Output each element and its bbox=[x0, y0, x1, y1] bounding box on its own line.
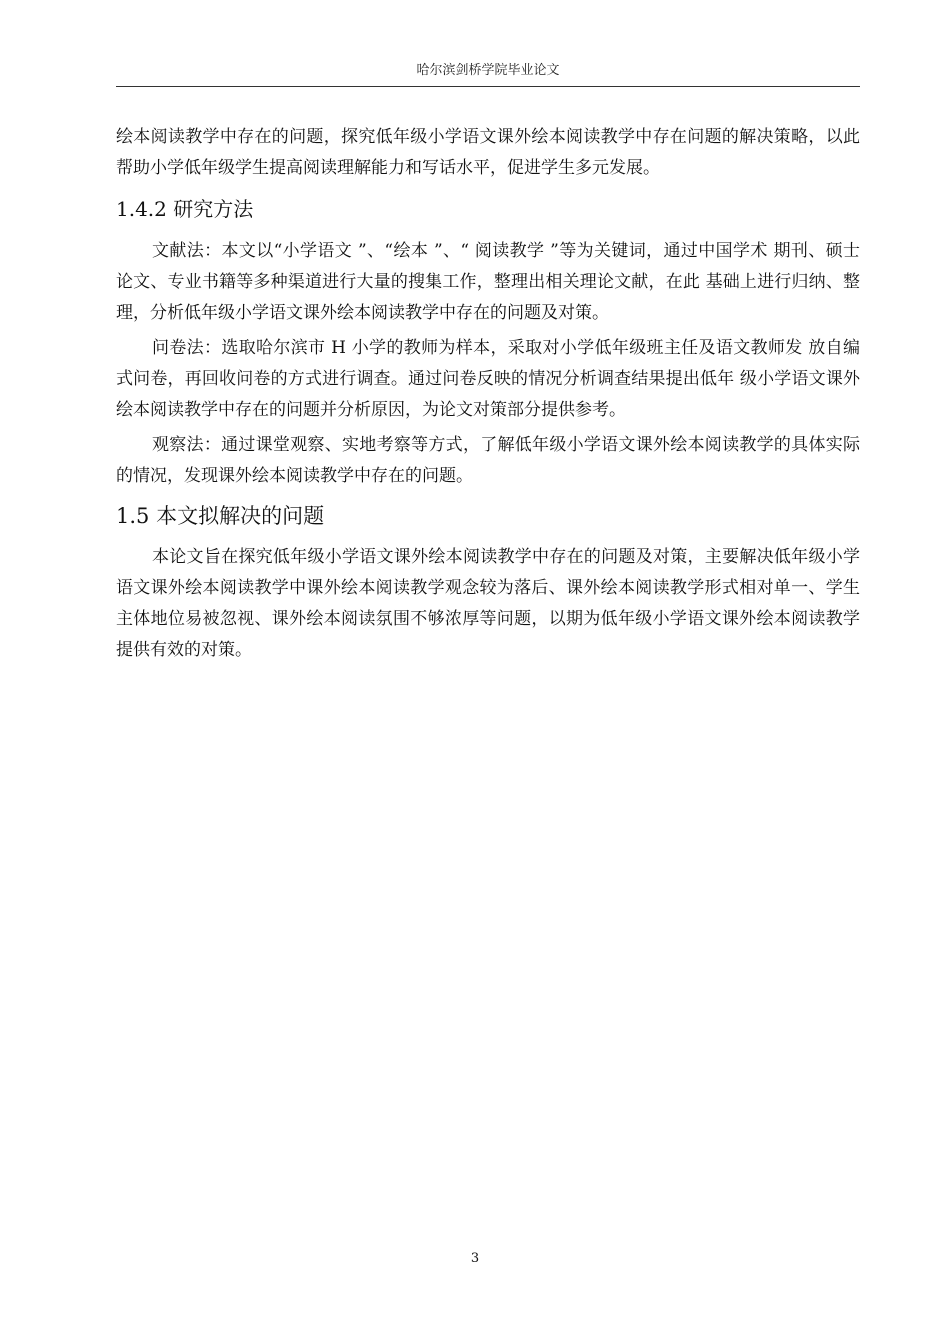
running-header: 哈尔滨剑桥学院毕业论文 bbox=[416, 63, 560, 78]
header-rule bbox=[116, 86, 860, 87]
paragraph-literature-method: 文献法：本文以“小学语文 ”、“绘本 ”、“ 阅读教学 ”等为关键词，通过中国学术 期刊、硕士论文、专业书籍等多种渠道进行大量的搜集工作，整理出相关理论文献，在此 基础上进行归纳、整理，分析低年级小学语文课外绘本阅读教学中存在的问题及对策。 bbox=[116, 241, 860, 323]
heading-1-5: 1.5 本文拟解决的问题 bbox=[116, 504, 325, 528]
heading-1-4-2: 1.4.2 研究方法 bbox=[116, 197, 254, 221]
paragraph-questionnaire-method: 问卷法：选取哈尔滨市 H 小学的教师为样本，采取对小学低年级班主任及语文教师发 放自编式问卷，再回收问卷的方式进行调查。通过问卷反映的情况分析调查结果提出低年 级小学语文课外绘本阅读教学中存在的问题并分析原因，为论文对策部分提供参考。 bbox=[116, 338, 860, 420]
paragraph-problems-to-solve: 本论文旨在探究低年级小学语文课外绘本阅读教学中存在的问题及对策，主要解决低年级小学语文课外绘本阅读教学中课外绘本阅读教学观念较为落后、课外绘本阅读教学形式相对单一、学生主体地位易被忽视、课外绘本阅读氛围不够浓厚等问题，以期为低年级小学语文课外绘本阅读教学提供有效的对策。 bbox=[116, 547, 860, 660]
continuation-paragraph: 绘本阅读教学中存在的问题，探究低年级小学语文课外绘本阅读教学中存在问题的解决策略，以此帮助小学低年级学生提高阅读理解能力和写话水平，促进学生多元发展。 bbox=[116, 127, 860, 178]
page-number: 3 bbox=[470, 1251, 480, 1266]
page-body bbox=[116, 122, 860, 666]
paragraph-observation-method: 观察法：通过课堂观察、实地考察等方式，了解低年级小学语文课外绘本阅读教学的具体实际的情况，发现课外绘本阅读教学中存在的问题。 bbox=[116, 435, 860, 486]
